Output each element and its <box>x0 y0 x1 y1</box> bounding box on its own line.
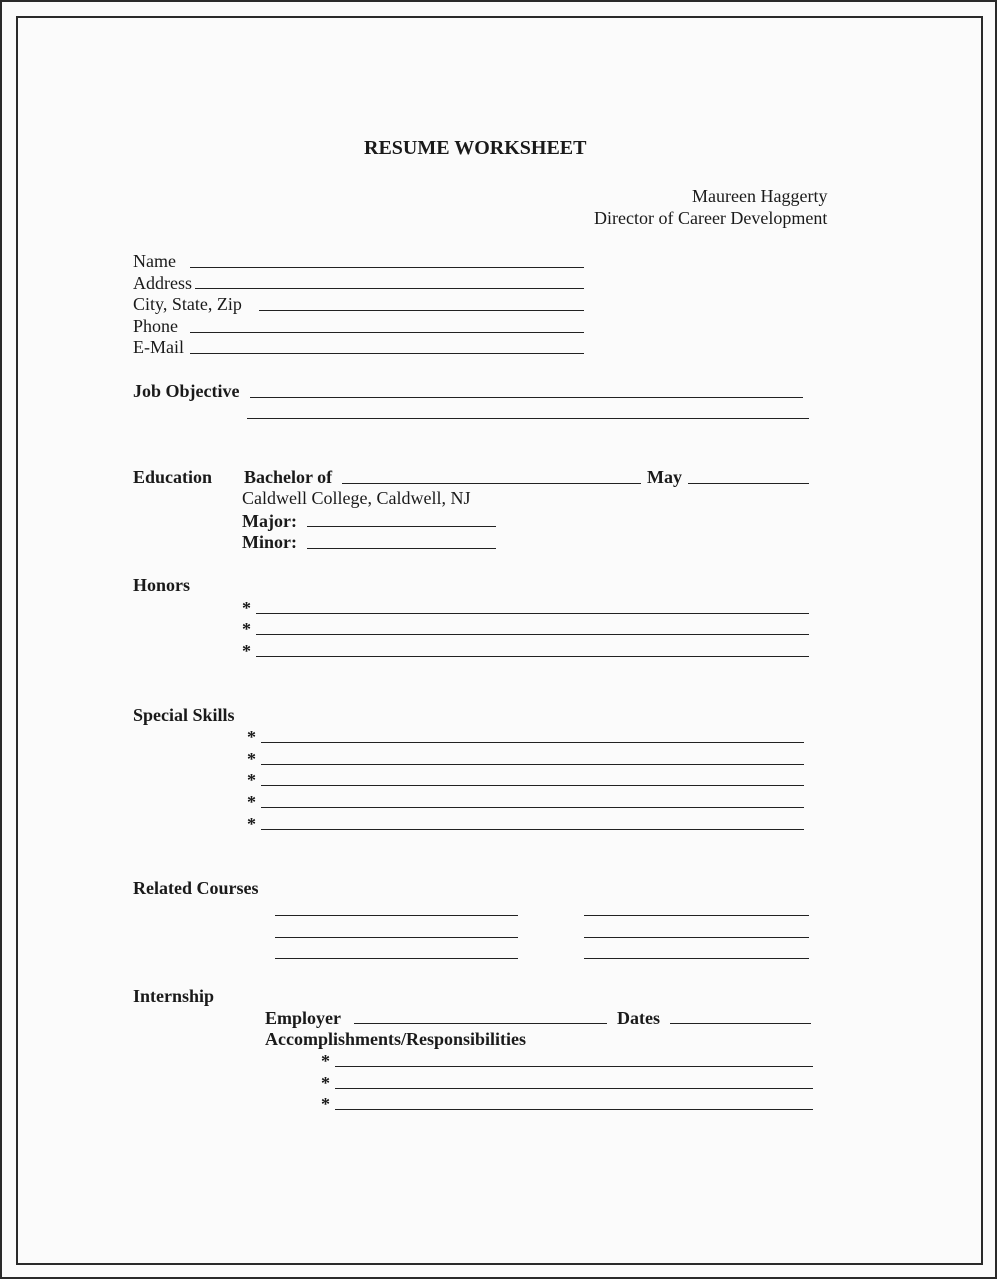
degree-field[interactable] <box>342 483 641 484</box>
accomplishment-field[interactable] <box>335 1066 813 1067</box>
name-label: Name <box>133 251 176 271</box>
skills-bullet: * <box>247 792 256 812</box>
minor-field[interactable] <box>307 548 496 549</box>
degree-label: Bachelor of <box>244 467 333 487</box>
internship-bullet: * <box>321 1094 330 1114</box>
address-label: Address <box>133 273 192 293</box>
course-field[interactable] <box>275 915 518 916</box>
email-label: E-Mail <box>133 337 184 357</box>
skills-bullet: * <box>247 770 256 790</box>
skills-field[interactable] <box>261 742 804 743</box>
graduation-date-field[interactable] <box>688 483 809 484</box>
author-name: Maureen Haggerty <box>692 186 828 206</box>
page-title: RESUME WORKSHEET <box>364 137 587 159</box>
skills-field[interactable] <box>261 807 804 808</box>
city-state-zip-label: City, State, Zip <box>133 294 242 314</box>
courses-heading: Related Courses <box>133 878 259 898</box>
phone-field[interactable] <box>190 332 584 333</box>
phone-label: Phone <box>133 316 178 336</box>
job-objective-field-2[interactable] <box>247 418 809 419</box>
employer-field[interactable] <box>354 1023 607 1024</box>
email-field[interactable] <box>190 353 584 354</box>
honors-bullet: * <box>242 619 251 639</box>
skills-bullet: * <box>247 749 256 769</box>
address-field[interactable] <box>195 288 584 289</box>
school-name: Caldwell College, Caldwell, NJ <box>242 488 471 508</box>
minor-label: Minor: <box>242 532 297 552</box>
course-field[interactable] <box>275 958 518 959</box>
internship-heading: Internship <box>133 986 215 1006</box>
course-field[interactable] <box>584 958 809 959</box>
employer-label: Employer <box>265 1008 341 1028</box>
skills-field[interactable] <box>261 829 804 830</box>
internship-bullet: * <box>321 1073 330 1093</box>
honors-bullet: * <box>242 641 251 661</box>
dates-label: Dates <box>617 1008 660 1028</box>
job-objective-field-1[interactable] <box>250 397 803 398</box>
honors-bullet: * <box>242 598 251 618</box>
accomplishment-field[interactable] <box>335 1109 813 1110</box>
skills-field[interactable] <box>261 785 804 786</box>
education-heading: Education <box>133 467 213 487</box>
name-field[interactable] <box>190 267 584 268</box>
page-border <box>16 16 983 1265</box>
course-field[interactable] <box>584 915 809 916</box>
major-label: Major: <box>242 511 297 531</box>
internship-bullet: * <box>321 1051 330 1071</box>
job-objective-label: Job Objective <box>133 381 240 401</box>
course-field[interactable] <box>275 937 518 938</box>
major-field[interactable] <box>307 526 496 527</box>
honors-field[interactable] <box>256 613 809 614</box>
honors-field[interactable] <box>256 634 809 635</box>
month-label: May <box>647 467 682 487</box>
accomplishment-field[interactable] <box>335 1088 813 1089</box>
honors-heading: Honors <box>133 575 191 595</box>
author-role: Director of Career Development <box>594 208 828 228</box>
city-state-zip-field[interactable] <box>259 310 584 311</box>
accomplishments-label: Accomplishments/Responsibilities <box>265 1029 527 1049</box>
skills-heading: Special Skills <box>133 705 235 725</box>
course-field[interactable] <box>584 937 809 938</box>
skills-bullet: * <box>247 814 256 834</box>
skills-bullet: * <box>247 727 256 747</box>
honors-field[interactable] <box>256 656 809 657</box>
skills-field[interactable] <box>261 764 804 765</box>
dates-field[interactable] <box>670 1023 811 1024</box>
